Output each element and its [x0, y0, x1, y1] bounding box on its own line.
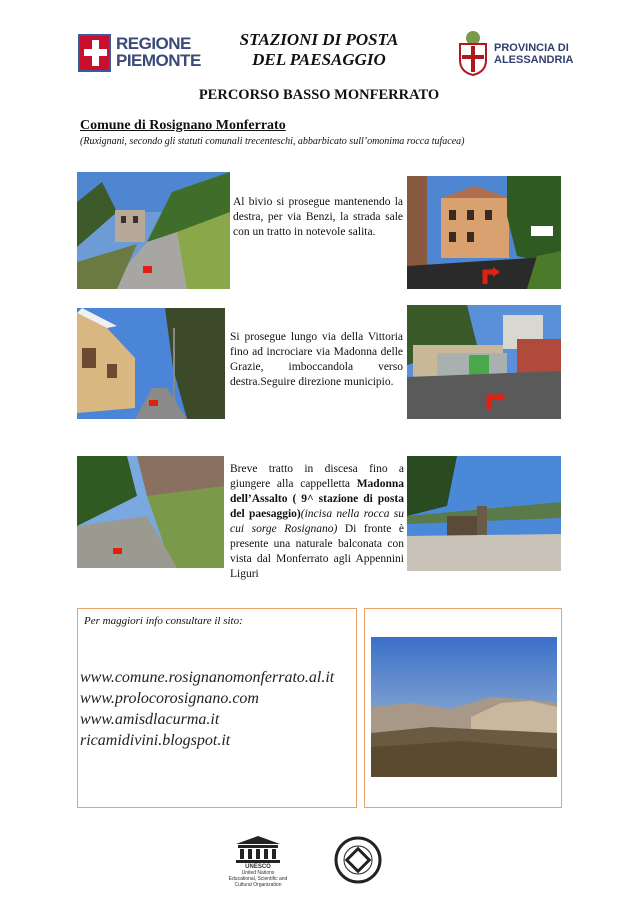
regione-piemonte-text [116, 35, 201, 69]
route-title: PERCORSO BASSO MONFERRATO [198, 87, 440, 103]
website-link-comune[interactable]: www.comune.rosignanomonferrato.al.it [80, 669, 335, 686]
world-heritage-emblem-icon [334, 836, 382, 884]
step-1-text: Al bivio si prosegue mantenendo la destra, per via Benzi, la strada sale con un tratto in notevole salita. [233, 196, 403, 238]
regione-piemonte-logo [78, 34, 201, 76]
provincia-alessandria-logo [456, 30, 576, 80]
photo-via-vittoria [77, 308, 225, 419]
comune-name: Comune di Rosignano Monferrato [80, 118, 286, 133]
photo-via-madonna-grazie [407, 305, 561, 419]
unesco-temple-icon [228, 836, 288, 864]
photo-downhill-rock [77, 456, 224, 568]
unesco-word: UNESCO [245, 864, 271, 870]
website-link-amisdlacurma[interactable]: www.amisdlacurma.it [80, 711, 220, 728]
provincia-text [494, 42, 573, 66]
region-line1: REGIONE [116, 34, 191, 53]
photo-villa-turn-right [407, 176, 561, 289]
photo-road-uphill [77, 172, 230, 289]
title-line1: STAZIONI DI POSTA [239, 30, 399, 49]
photo-balconata-view [407, 456, 561, 571]
website-link-ricamidivini[interactable]: ricamidivini.blogspot.it [80, 732, 231, 749]
provincia-crest-icon [456, 30, 490, 76]
title-line2: DEL PAESAGGIO [252, 50, 386, 69]
unesco-logo [228, 836, 288, 894]
website-link-proloco[interactable]: www.prolocorosignano.com [80, 690, 259, 707]
step-2-text: Si prosegue lungo via della Vittoria fino ad incrociare via Madonna delle Grazie, imboccandola verso destra.Seguire direzione municipio. [230, 331, 403, 388]
website-list [80, 667, 334, 751]
piemonte-flag-icon [78, 34, 111, 72]
province-line1: PROVINCIA DI [494, 42, 569, 54]
panorama-frame [364, 608, 562, 808]
step-3-text: Breve tratto in discesa fino a giungere alla cappelletta Madonna dell’Assalto ( 9^ stazione di posta del paesaggio)(incisa nella rocca su cui sorge Rosignano) Di fronte è presente una naturale balconata con vista dal Monferrato agli Appennini Liguri [230, 463, 404, 580]
unesco-caption: United Nations Educational, Scientific and Cultural Organization [228, 870, 288, 888]
province-line2: ALESSANDRIA [494, 54, 574, 66]
photo-panorama-rosignano [371, 637, 557, 777]
info-box [77, 608, 357, 808]
info-label: Per maggiori info consultare il sito: [84, 615, 243, 627]
comune-subtitle: (Ruxignani, secondo gli statuti comunali trecenteschi, abbarbicato sull’omonima rocca tufacea) [80, 136, 465, 147]
region-line2: PIEMONTE [116, 51, 201, 70]
page-title [200, 30, 438, 70]
